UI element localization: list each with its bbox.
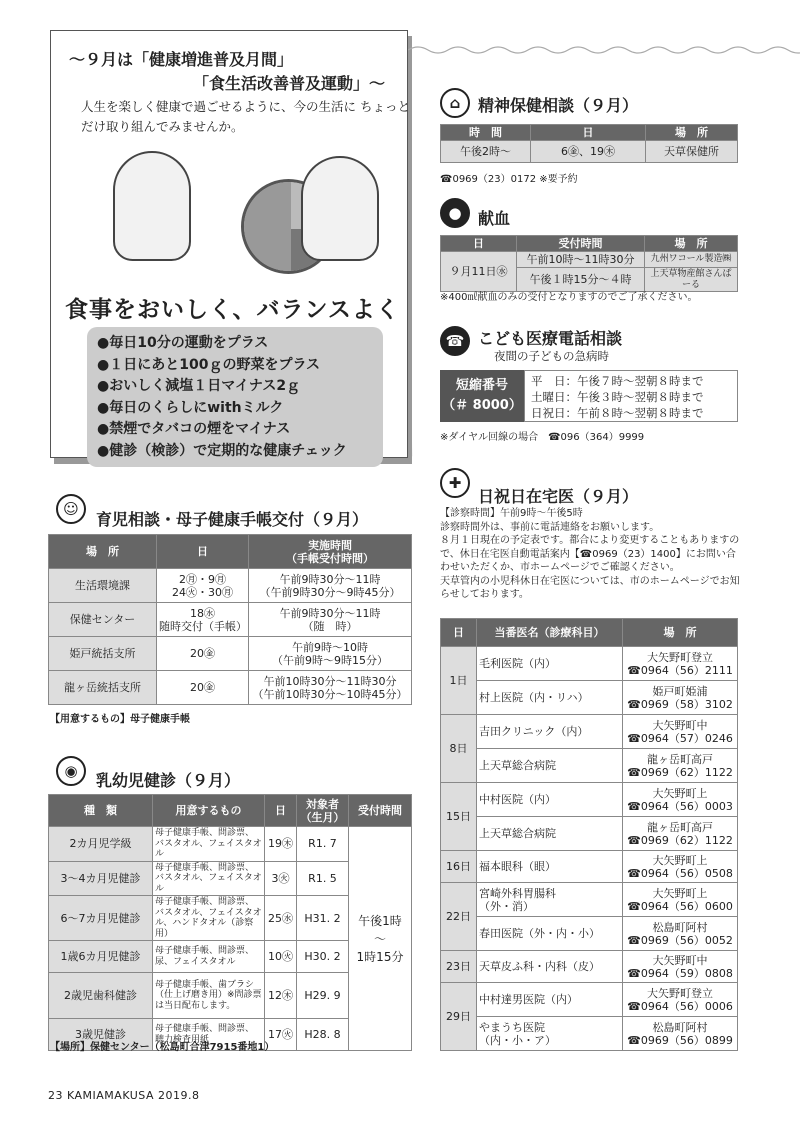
table-cell: 母子健康手帳、問診票、バスタオル、フェイスタオル — [153, 861, 265, 896]
short-number-value: （＃ 8000） — [442, 398, 522, 413]
table-cell: ９月11日㊌ — [441, 252, 517, 292]
table-header: 対象者 （生月） — [297, 795, 349, 827]
blood-title: 献血 — [478, 209, 511, 228]
table-header: 日 — [441, 236, 517, 252]
blood-note: ※400㎖献血のみの受付となりますのでご了承ください。 — [440, 292, 698, 303]
tip-item: ●健診（検診）で定期的な健康チェック — [97, 442, 347, 459]
table-cell: 母子健康手帳、歯ブラシ（仕上げ磨き用）※問診票は当日配布します。 — [153, 973, 265, 1019]
table-header: 日 — [265, 795, 297, 827]
infant-table — [48, 794, 412, 1051]
table-cell: 吉田クリニック（内） — [477, 715, 623, 749]
table-cell: 2カ月児学級 — [49, 827, 153, 862]
table-cell: 3～4カ月児健診 — [49, 861, 153, 896]
table-cell: 生活環境課 — [49, 569, 157, 603]
table-header: 種 類 — [49, 795, 153, 827]
table-cell: 1日 — [441, 647, 477, 715]
table-cell: 23日 — [441, 951, 477, 983]
table-cell: 19㊍ — [265, 827, 297, 862]
table-cell: 8日 — [441, 715, 477, 783]
feature-intro: 人生を楽しく健康で過ごせるように、今の生活に ちょっとだけ取り組んでみませんか。 — [81, 99, 410, 134]
table-cell: 福本眼科（眼） — [477, 851, 623, 883]
place-line: 大矢野町登立 — [647, 650, 713, 664]
place-line: 松島町阿村 — [652, 920, 708, 934]
mental-note: ☎0969（23）0172 ※要予約 — [440, 174, 578, 185]
place-line: 松島町阿村 — [652, 1020, 708, 1034]
table-cell: 2歳児歯科健診 — [49, 973, 153, 1019]
table-cell: 10㊋ — [265, 941, 297, 973]
table-header: 当番医名（診療科目） — [477, 619, 623, 647]
kids-phone-note: ※ダイヤル回線の場合 ☎096（364）9999 — [440, 432, 645, 443]
table-cell: やまうち医院 （内・小・ア） — [477, 1017, 623, 1051]
table-cell: 20㊎ — [157, 671, 249, 705]
childcare-table — [48, 534, 412, 705]
kids-phone-title: こども医療電話相談 — [478, 329, 623, 348]
feature-card — [50, 30, 408, 458]
phone-line: ☎0964（59）0808 — [627, 966, 733, 980]
doctor-icon: ✚ — [440, 468, 470, 498]
table-cell: 15日 — [441, 783, 477, 851]
table-cell: 母子健康手帳、問診票、バスタオル、フェイスタオル、ハンドタオル（診察用） — [153, 896, 265, 941]
feature-title-1: ～９月は「健康増進普及月間」 — [69, 50, 294, 69]
page-footer: 23 KAMIAMAKUSA 2019.8 — [48, 1089, 200, 1102]
tips-box — [87, 327, 383, 467]
place-line: 大矢野町中 — [652, 718, 708, 732]
feature-title-2: 「食生活改善普及運動」～ — [193, 74, 386, 93]
phone-line: ☎0969（62）1122 — [627, 765, 733, 779]
childcare-title: 育児相談・母子健康手帳交付（９月） — [96, 510, 369, 529]
table-cell: H28. 8 — [297, 1019, 349, 1051]
table-cell: 春田医院（外・内・小） — [477, 917, 623, 951]
table-cell: 姫戸統括支所 — [49, 637, 157, 671]
table-cell: 1歳6カ月児健診 — [49, 941, 153, 973]
blood-table — [440, 235, 738, 292]
table-cell: 25㊌ — [265, 896, 297, 941]
table-header: 受付時間 — [349, 795, 412, 827]
infant-title: 乳幼児健診（９月） — [96, 771, 241, 790]
table-cell: 午後１時15分～４時 — [517, 268, 645, 292]
tip-item: ●毎日10分の運動をプラス — [97, 335, 269, 351]
place-line: 大矢野町上 — [652, 786, 708, 800]
phone-line: ☎0969（56）0899 — [627, 1033, 733, 1047]
table-cell: 母子健康手帳、問診票、バスタオル、フェイスタオル — [153, 827, 265, 862]
table-header: 時 間 — [441, 125, 531, 141]
place-line: 龍ヶ岳町高戸 — [647, 820, 713, 834]
phone-line: ☎0969（62）1122 — [627, 833, 733, 847]
table-cell: 宮崎外科胃腸科 （外・消） — [477, 883, 623, 917]
hours-line: 平 日：午後７時～翌朝８時まで — [531, 374, 704, 388]
table-cell: 午前9時30分～11時 （随 時） — [249, 603, 412, 637]
hours-line: 土曜日：午後３時～翌朝８時まで — [531, 390, 704, 404]
table-cell: 午後2時～ — [441, 141, 531, 163]
telephone-icon: ☎ — [440, 326, 470, 356]
feature-slogan: 食事をおいしく、バランスよく — [65, 297, 400, 323]
place-line: 大矢野町中 — [652, 953, 708, 967]
tip-item: ●１日にあと100ｇの野菜をプラス — [97, 356, 321, 373]
table-cell: 保健センター — [49, 603, 157, 637]
table-cell: 中村達男医院（内） — [477, 983, 623, 1017]
infant-note: 【場所】保健センター（松島町合津7915番地1） — [50, 1042, 275, 1053]
phone-line: ☎0964（57）0246 — [627, 731, 733, 745]
holiday-info: 【診察時間】午前9時～午後5時 診察時間外は、事前に電話連絡をお願いします。 ８月１日現在の予定表です。都合により変更することもありますので、休日在宅医自動電話案内【☎0969（23）1400】にお問い合わせいただくか、市ホームページでご確認ください。 天草管内の小児科休日在宅医については、市のホームページでお知らせしております。 — [440, 508, 740, 600]
table-cell: H29. 9 — [297, 973, 349, 1019]
hours-line: 日祝日：午前８時～翌朝８時まで — [531, 406, 704, 420]
short-number-label: 短縮番号 — [455, 378, 508, 393]
table-cell: 毛利医院（内） — [477, 647, 623, 681]
wave-divider — [408, 44, 800, 56]
table-cell: 上天草総合病院 — [477, 817, 623, 851]
table-header: 場 所 — [623, 619, 738, 647]
table-cell: 16日 — [441, 851, 477, 883]
phone-line: ☎0964（56）0508 — [627, 866, 733, 880]
blood-drop-icon: ● — [440, 198, 470, 228]
table-header: 場 所 — [645, 236, 738, 252]
table-header: 場 所 — [646, 125, 738, 141]
tip-item: ●おいしく減塩１日マイナス2ｇ — [97, 378, 301, 394]
phone-line: ☎0964（56）0006 — [627, 999, 733, 1013]
table-cell: 上天草総合病院 — [477, 749, 623, 783]
phone-line: ☎0964（56）0600 — [627, 899, 733, 913]
phone-line: ☎0969（58）3102 — [627, 697, 733, 711]
place-line: 大矢野町上 — [652, 853, 708, 867]
place-line: 大矢野町上 — [652, 886, 708, 900]
house-icon: ⌂ — [440, 88, 470, 118]
table-cell: 3歳児健診 — [49, 1019, 153, 1051]
place-line: 龍ヶ岳町高戸 — [647, 752, 713, 766]
table-header: 用意するもの — [153, 795, 265, 827]
table-cell: 午前10時30分～11時30分 （午前10時30分～10時45分） — [249, 671, 412, 705]
table-cell: 6～7カ月児健診 — [49, 896, 153, 941]
table-cell: 母子健康手帳、問診票、聴力検査用紙 — [153, 1019, 265, 1051]
tip-item: ●毎日のくらしにwithミルク — [97, 399, 284, 416]
table-cell: 午後1時 ～ 1時15分 — [349, 827, 412, 1051]
table-cell: 午前10時～11時30分 — [517, 252, 645, 268]
place-line: 姫戸町姫浦 — [652, 684, 708, 698]
childcare-note: 【用意するもの】母子健康手帳 — [50, 714, 190, 725]
place-line: 大矢野町登立 — [647, 986, 713, 1000]
kids-phone-subtitle: 夜間の子どもの急病時 — [494, 349, 609, 363]
table-cell: 12㊍ — [265, 973, 297, 1019]
table-cell: 6㊎、19㊍ — [531, 141, 646, 163]
table-cell: R1. 7 — [297, 827, 349, 862]
table-header: 受付時間 — [517, 236, 645, 252]
table-cell: 20㊎ — [157, 637, 249, 671]
table-cell: 22日 — [441, 883, 477, 951]
table-cell: 上天草物産館さんぱーる — [645, 268, 738, 292]
table-cell: 中村医院（内） — [477, 783, 623, 817]
mental-table — [440, 124, 738, 163]
mother-child-icon: ☺ — [56, 494, 86, 524]
table-cell: 母子健康手帳、問診票、尿、フェイスタオル — [153, 941, 265, 973]
table-header: 日 — [157, 535, 249, 569]
phone-line: ☎0964（56）0003 — [627, 799, 733, 813]
tip-item: ●禁煙でタバコの煙をマイナス — [97, 421, 291, 437]
table-cell: 2㊊・9㊊ 24㊋・30㊊ — [157, 569, 249, 603]
phone-line: ☎0969（56）0052 — [627, 933, 733, 947]
man-illustration — [113, 151, 191, 261]
table-cell: 龍ヶ岳統括支所 — [49, 671, 157, 705]
table-cell: 18㊌ 随時交付（手帳） — [157, 603, 249, 637]
table-cell: 村上医院（内・リハ） — [477, 681, 623, 715]
woman-illustration — [301, 156, 379, 261]
baby-icon: ◉ — [56, 756, 86, 786]
table-header: 実施時間 （手帳受付時間） — [249, 535, 412, 569]
mental-title: 精神保健相談（９月） — [478, 96, 639, 115]
table-header: 日 — [441, 619, 477, 647]
table-cell: 天草皮ふ科・内科（皮） — [477, 951, 623, 983]
table-cell: H30. 2 — [297, 941, 349, 973]
holiday-title: 日祝日在宅医（９月） — [478, 487, 639, 506]
table-cell: 天草保健所 — [646, 141, 738, 163]
table-cell: H31. 2 — [297, 896, 349, 941]
table-cell: 九州ワコール製造㈱ — [645, 252, 738, 268]
table-cell: 29日 — [441, 983, 477, 1051]
phone-line: ☎0964（56）2111 — [627, 663, 733, 677]
kids-phone-hours — [524, 370, 738, 422]
table-cell: R1. 5 — [297, 861, 349, 896]
table-header: 場 所 — [49, 535, 157, 569]
table-cell: 17㊋ — [265, 1019, 297, 1051]
short-number-box — [440, 370, 524, 422]
table-header: 日 — [531, 125, 646, 141]
table-cell: 3㊋ — [265, 861, 297, 896]
table-cell: 午前9時30分～11時 （午前9時30分～9時45分） — [249, 569, 412, 603]
table-cell: 午前9時～10時 （午前9時～9時15分） — [249, 637, 412, 671]
holiday-table — [440, 618, 738, 1051]
